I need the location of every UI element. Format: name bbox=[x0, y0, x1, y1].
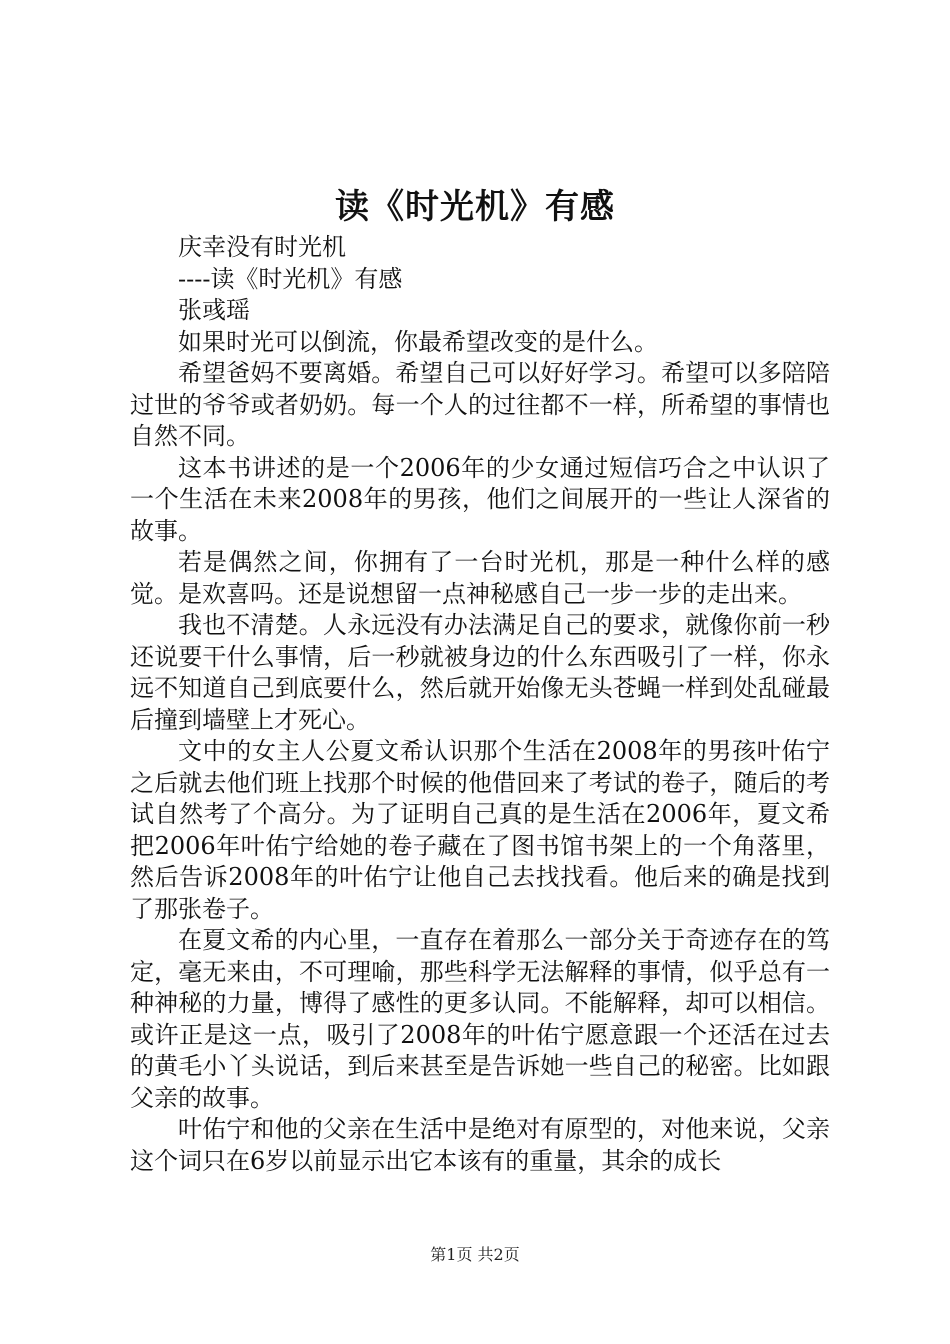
document-title: 读《时光机》有感 bbox=[335, 187, 615, 227]
page-footer: 第1页 共2页 bbox=[430, 1245, 520, 1264]
paragraph: 这本书讲述的是一个2006年的少女通过短信巧合之中认识了一个生活在未来2008年的男孩，他们之间展开的一些让人深省的故事。 bbox=[130, 453, 830, 545]
paragraph: 叶佑宁和他的父亲在生活中是绝对有原型的，对他来说，父亲这个词只在6岁以前显示出它本该有的重量，其余的成长 bbox=[130, 1115, 830, 1175]
paragraph-subheading: ----读《时光机》有感 bbox=[178, 264, 403, 293]
paragraph-subtitle: 庆幸没有时光机 bbox=[178, 233, 346, 261]
paragraph: 如果时光可以倒流，你最希望改变的是什么。 bbox=[178, 327, 658, 356]
paragraph: 文中的女主人公夏文希认识那个生活在2008年的男孩叶佑宁之后就去他们班上找那个时候的他借回来了考试的卷子，随后的考试自然考了个高分。为了证明自己真的是生活在2006年，夏文希把2006年叶佑宁给她的卷子藏在了图书馆书架上的一个角落里，然后告诉2008年的叶佑宁让他自己去找找看。他后来的确是找到了那张卷子。 bbox=[130, 737, 830, 923]
paragraph: 我也不清楚。人永远没有办法满足自己的要求，就像你前一秒还说要干什么事情，后一秒就被身边的什么东西吸引了一样，你永远不知道自己到底要什么，然后就开始像无头苍蝇一样到处乱碰最后撞到墙壁上才死心。 bbox=[130, 611, 830, 734]
paragraph-author: 张彧瑶 bbox=[178, 296, 250, 324]
paragraph: 在夏文希的内心里，一直存在着那么一部分关于奇迹存在的笃定，毫无来由，不可理喻，那些科学无法解释的事情，似乎总有一种神秘的力量，博得了感性的更多认同。不能解释，却可以相信。或许正是这一点，吸引了2008年的叶佑宁愿意跟一个还活在过去的黄毛小丫头说话，到后来甚至是告诉她一些自己的秘密。比如跟父亲的故事。 bbox=[130, 926, 830, 1112]
paragraph: 若是偶然之间，你拥有了一台时光机，那是一种什么样的感觉。是欢喜吗。还是说想留一点神秘感自己一步一步的走出来。 bbox=[130, 548, 830, 608]
paragraph: 希望爸妈不要离婚。希望自己可以好好学习。希望可以多陪陪过世的爷爷或者奶奶。每一个人的过往都不一样，所希望的事情也自然不同。 bbox=[130, 359, 830, 450]
document-body bbox=[130, 232, 830, 1177]
